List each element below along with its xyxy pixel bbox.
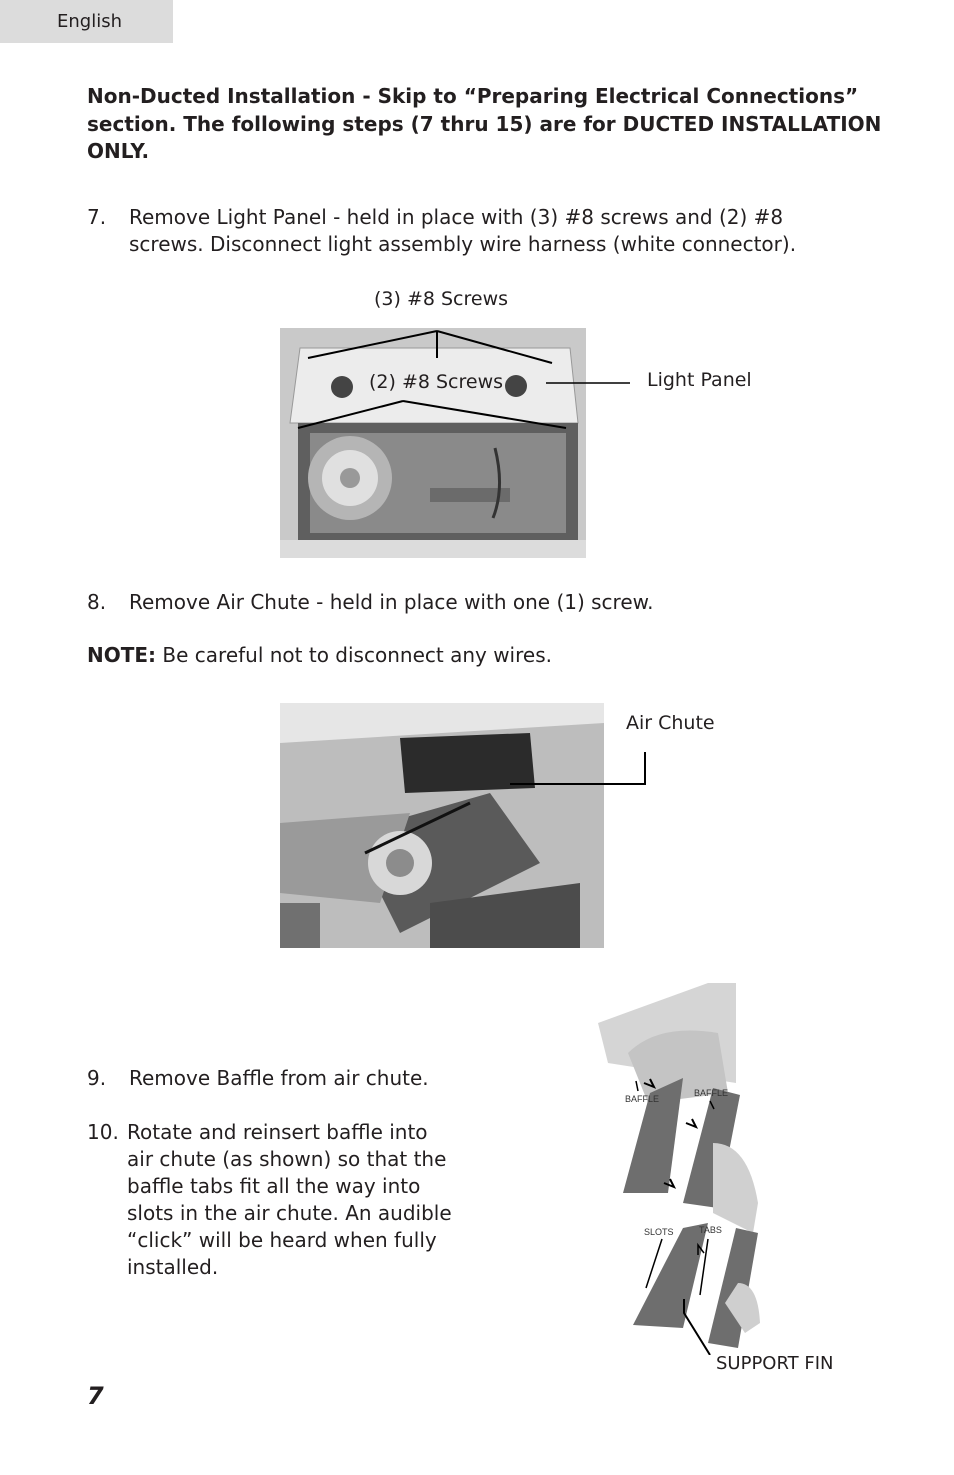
language-tab: English — [0, 0, 173, 43]
figure1-side-label: Light Panel — [647, 369, 752, 391]
air-chute-illustration — [280, 703, 604, 948]
step-text: Remove Baffle from air chute. — [129, 1066, 429, 1090]
air-chute-photo — [280, 703, 604, 948]
light-panel-photo — [280, 328, 586, 558]
baffle-illustration — [588, 983, 760, 1355]
step-number: 10. — [87, 1120, 119, 1144]
baffle-figure — [588, 983, 760, 1355]
tabs-label: TABS — [699, 1225, 722, 1235]
note-text: Be careful not to disconnect any wires. — [162, 643, 552, 667]
figure2-label: Air Chute — [626, 712, 715, 734]
page-number: 7 — [87, 1382, 104, 1410]
step-number: 7. — [87, 205, 107, 229]
baffle-label-left: BAFFLE — [625, 1094, 660, 1104]
note — [87, 642, 847, 669]
step-7 — [87, 204, 847, 258]
note-label: NOTE: — [87, 643, 157, 667]
step-9 — [87, 1065, 467, 1092]
step-text: Rotate and reinsert baffle into air chute (as shown) so that the baffle tabs fit all the way into slots in the air chute. An audible “click” will be heard when fully installed. — [127, 1120, 452, 1279]
air-chute-leader — [510, 750, 650, 790]
step-8 — [87, 589, 847, 616]
figure1-top-label: (3) #8 Screws — [374, 288, 509, 310]
slots-label: SLOTS — [644, 1227, 674, 1237]
step-text: Remove Light Panel - held in place with (3) #8 screws and (2) #8 screws. Disconnect light assembly wire harness (white connector). — [129, 205, 797, 256]
support-fin-label: SUPPORT FIN — [716, 1353, 834, 1374]
figure1-leader-lines — [280, 328, 586, 558]
step-10 — [87, 1119, 457, 1281]
figure1-inner-label: (2) #8 Screws — [369, 371, 504, 393]
light-panel-leader — [586, 375, 630, 385]
step-number: 8. — [87, 590, 107, 614]
intro-heading: Non-Ducted Installation - Skip to “Preparing Electrical Connections” section. The following steps (7 thru 15) are for DUCTED INSTALLATION ONLY. — [87, 84, 882, 163]
baffle-label-right: BAFFLE — [694, 1088, 729, 1098]
step-number: 9. — [87, 1066, 107, 1090]
step-text: Remove Air Chute - held in place with one (1) screw. — [129, 590, 654, 614]
